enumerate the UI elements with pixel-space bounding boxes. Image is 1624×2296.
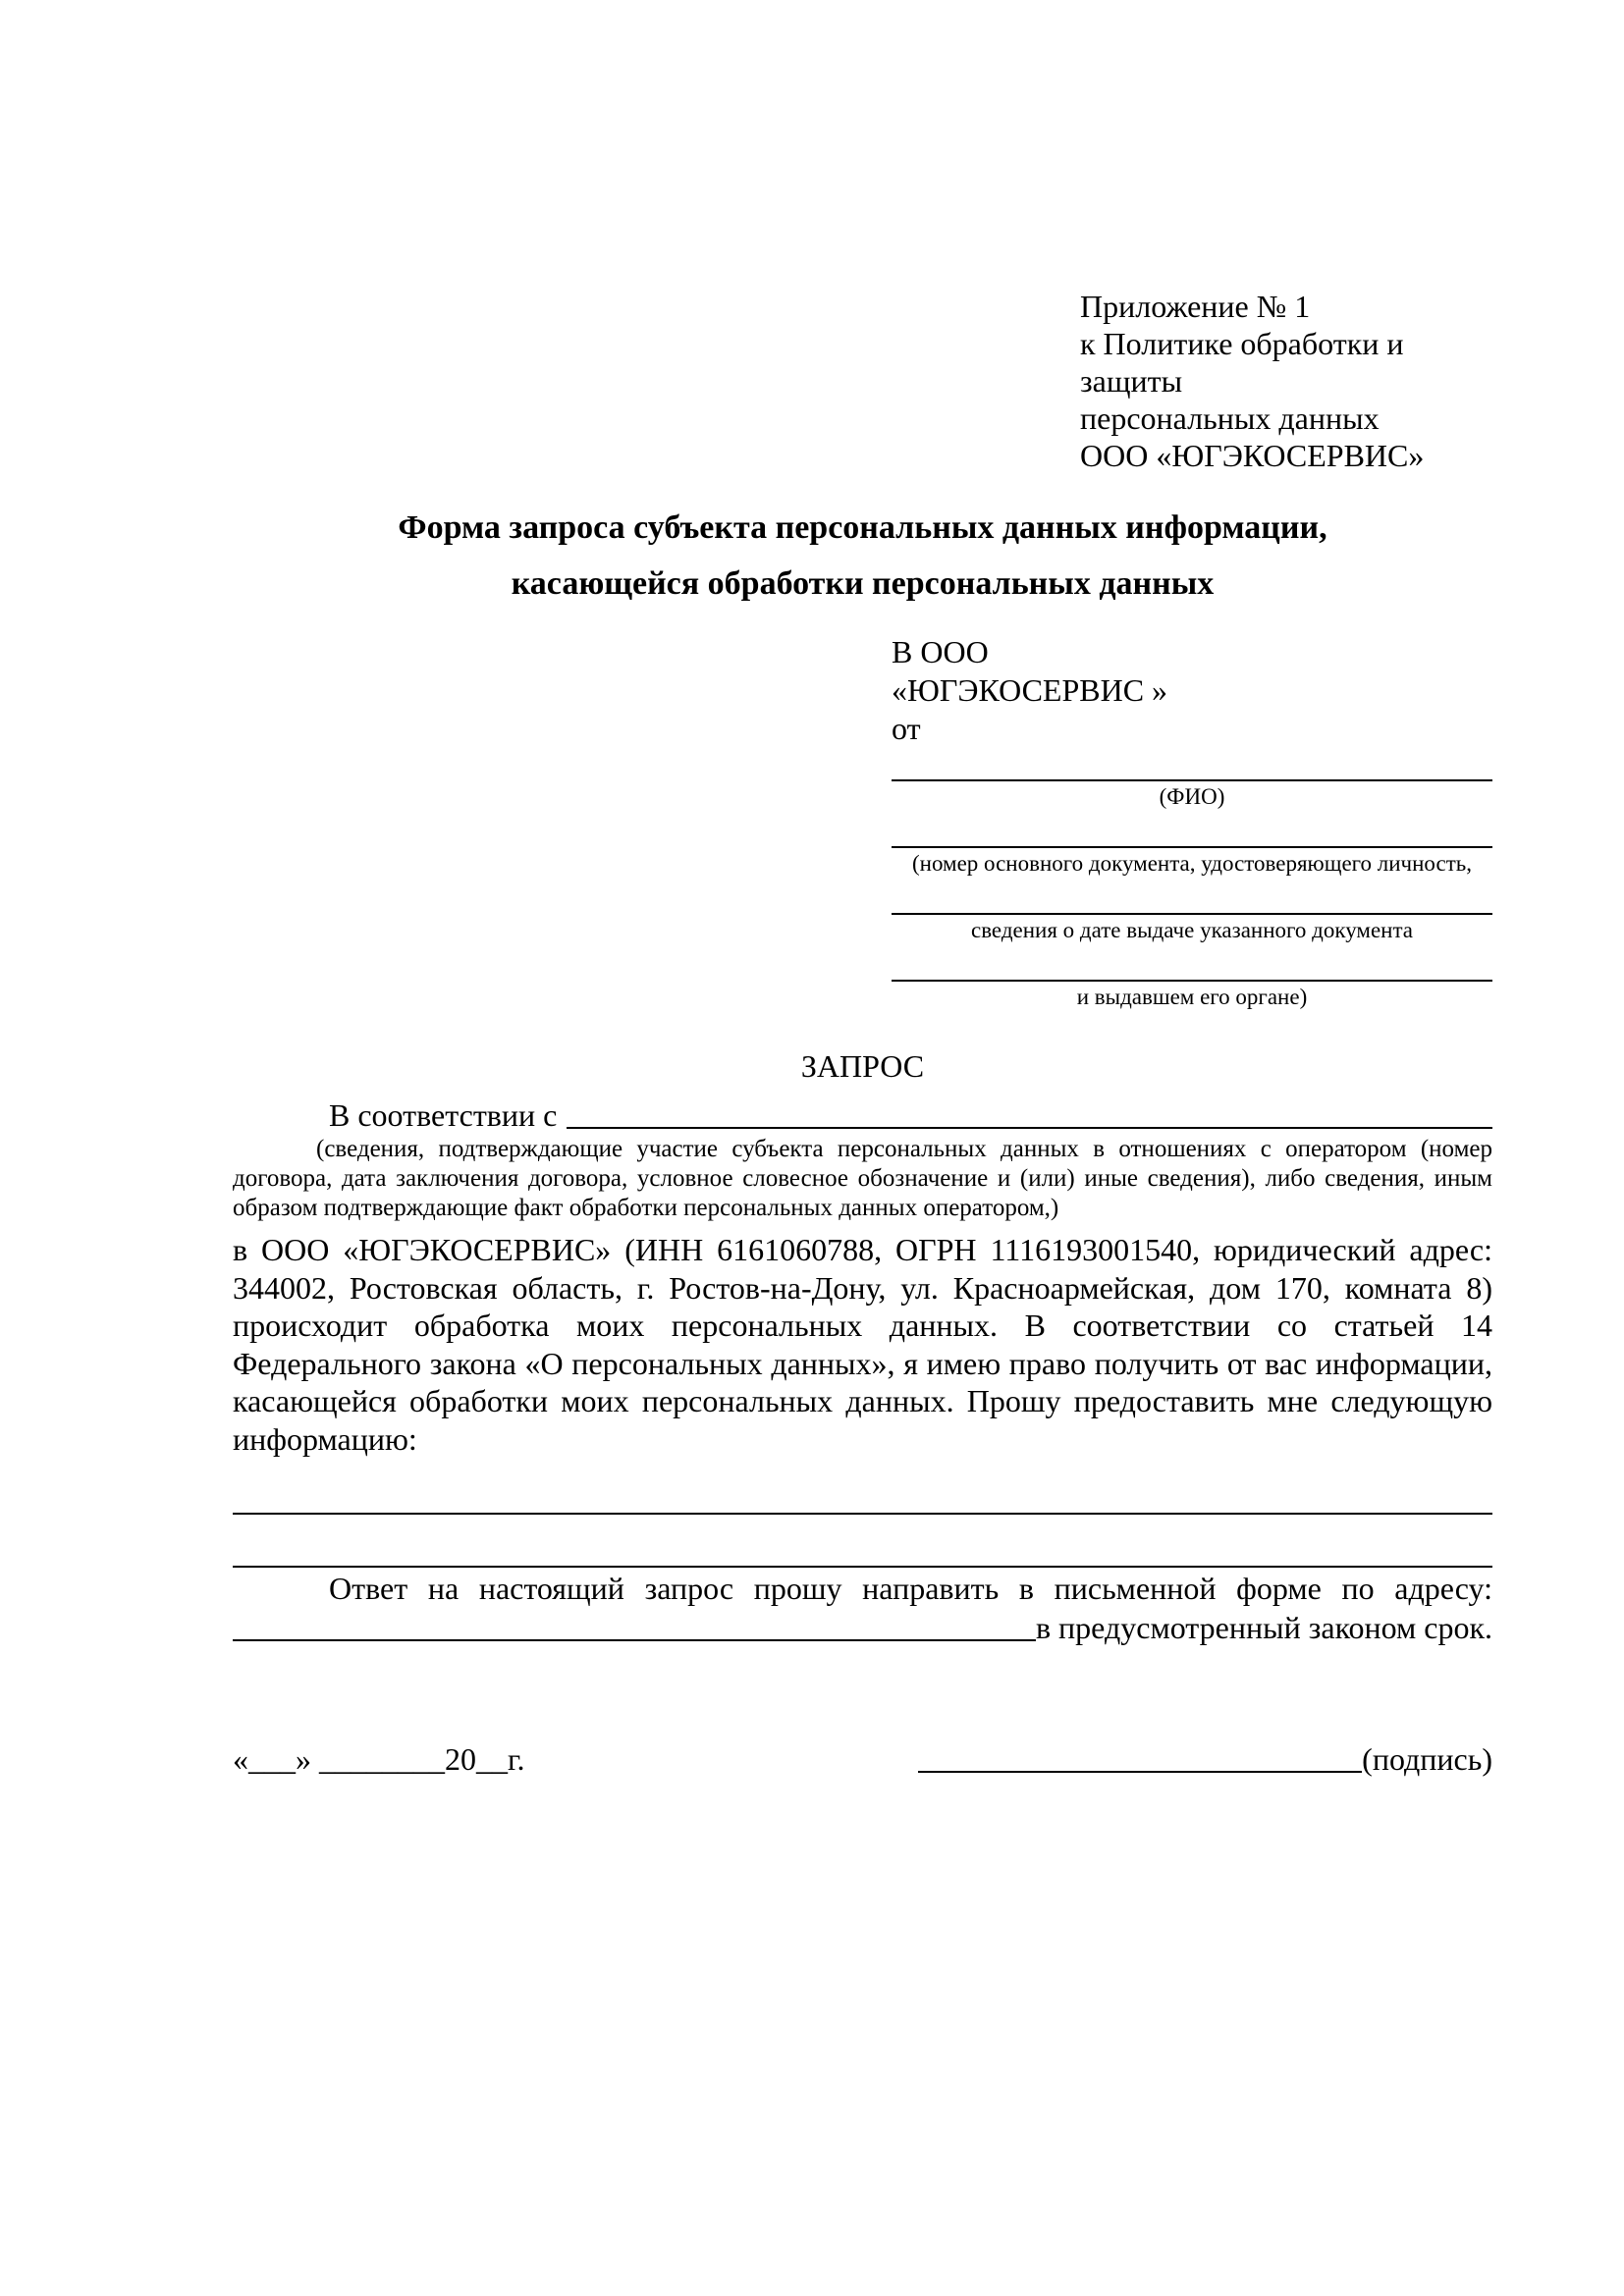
intro-row: [233, 1095, 1492, 1135]
addressee-line: от: [892, 711, 921, 746]
issuing-authority-blank-line: [892, 944, 1492, 982]
document-title-line: Форма запроса субъекта персональных данных информации,: [398, 509, 1327, 546]
intro-label: В соответствии с: [329, 1097, 558, 1133]
appendix-line: ООО «ЮГЭКОСЕРВИС»: [1080, 438, 1425, 473]
reply-address-row: [233, 1608, 1492, 1647]
issuing-authority-caption: и выдавшем его органе): [1076, 985, 1308, 1009]
footer-row: [233, 1739, 1492, 1779]
intro-blank-line: [567, 1127, 1492, 1129]
document-number-caption: (номер основного документа, удостоверяющего личность,: [911, 851, 1472, 876]
appendix-block: [1080, 288, 1492, 474]
date-line: «___» ________20__г.: [233, 1740, 525, 1777]
signature-group: [918, 1739, 1492, 1779]
signature-blank-line: [918, 1771, 1362, 1773]
reply-address-blank-line: [233, 1639, 1036, 1641]
document-title-line: касающейся обработки персональных данных: [511, 565, 1215, 602]
intro-footnote: (сведения, подтверждающие участие субъекта персональных данных в отношениях с оператором (номер договора, дата заключения договора, условное словесное обозначение и (или) иные сведения), либо сведения, иным образом подтверждающие факт обработки персональных данных оператором,): [233, 1136, 1492, 1221]
fio-blank-line: [892, 748, 1492, 781]
request-heading: ЗАПРОС: [800, 1048, 925, 1084]
addressee-line: «ЮГЭКОСЕРВИС »: [892, 672, 1168, 708]
document-number-blank-line: [892, 811, 1492, 848]
addressee-line: В ООО: [892, 634, 989, 669]
appendix-line: Приложение № 1: [1080, 289, 1311, 324]
issue-date-caption: сведения о дате выдаче указанного документа: [970, 918, 1414, 942]
appendix-line: к Политике обработки и защиты: [1080, 326, 1404, 399]
reply-suffix: в предусмотренный законом срок.: [1035, 1609, 1492, 1645]
appendix-line: персональных данных: [1080, 400, 1380, 436]
info-blank-line-2: [233, 1536, 1492, 1568]
info-blank-line-1: [233, 1483, 1492, 1515]
signature-caption: (подпись): [1362, 1740, 1492, 1777]
addressee-block: [892, 633, 1492, 1011]
document-content: [233, 288, 1492, 1779]
reply-paragraph: Ответ на настоящий запрос прошу направить в письменной форме по адресу:: [329, 1571, 1492, 1606]
issue-date-blank-line: [892, 878, 1492, 915]
request-body-paragraph: в ООО «ЮГЭКОСЕРВИС» (ИНН 6161060788, ОГРН 1116193001540, юридический адрес: 344002, Ростовская область, г. Ростов-на-Дону, ул. Красноармейская, дом 170, комната 8) происходит обработка моих персональных данных. В соответствии со статьей 14 Федерального закона «О персональных данных», я имею право получить от вас информации, касающейся обработки моих персональных данных. Прошу предоставить мне следующую информацию:: [233, 1232, 1492, 1457]
fio-caption: (ФИО): [1159, 784, 1225, 809]
document-title: [233, 500, 1492, 612]
